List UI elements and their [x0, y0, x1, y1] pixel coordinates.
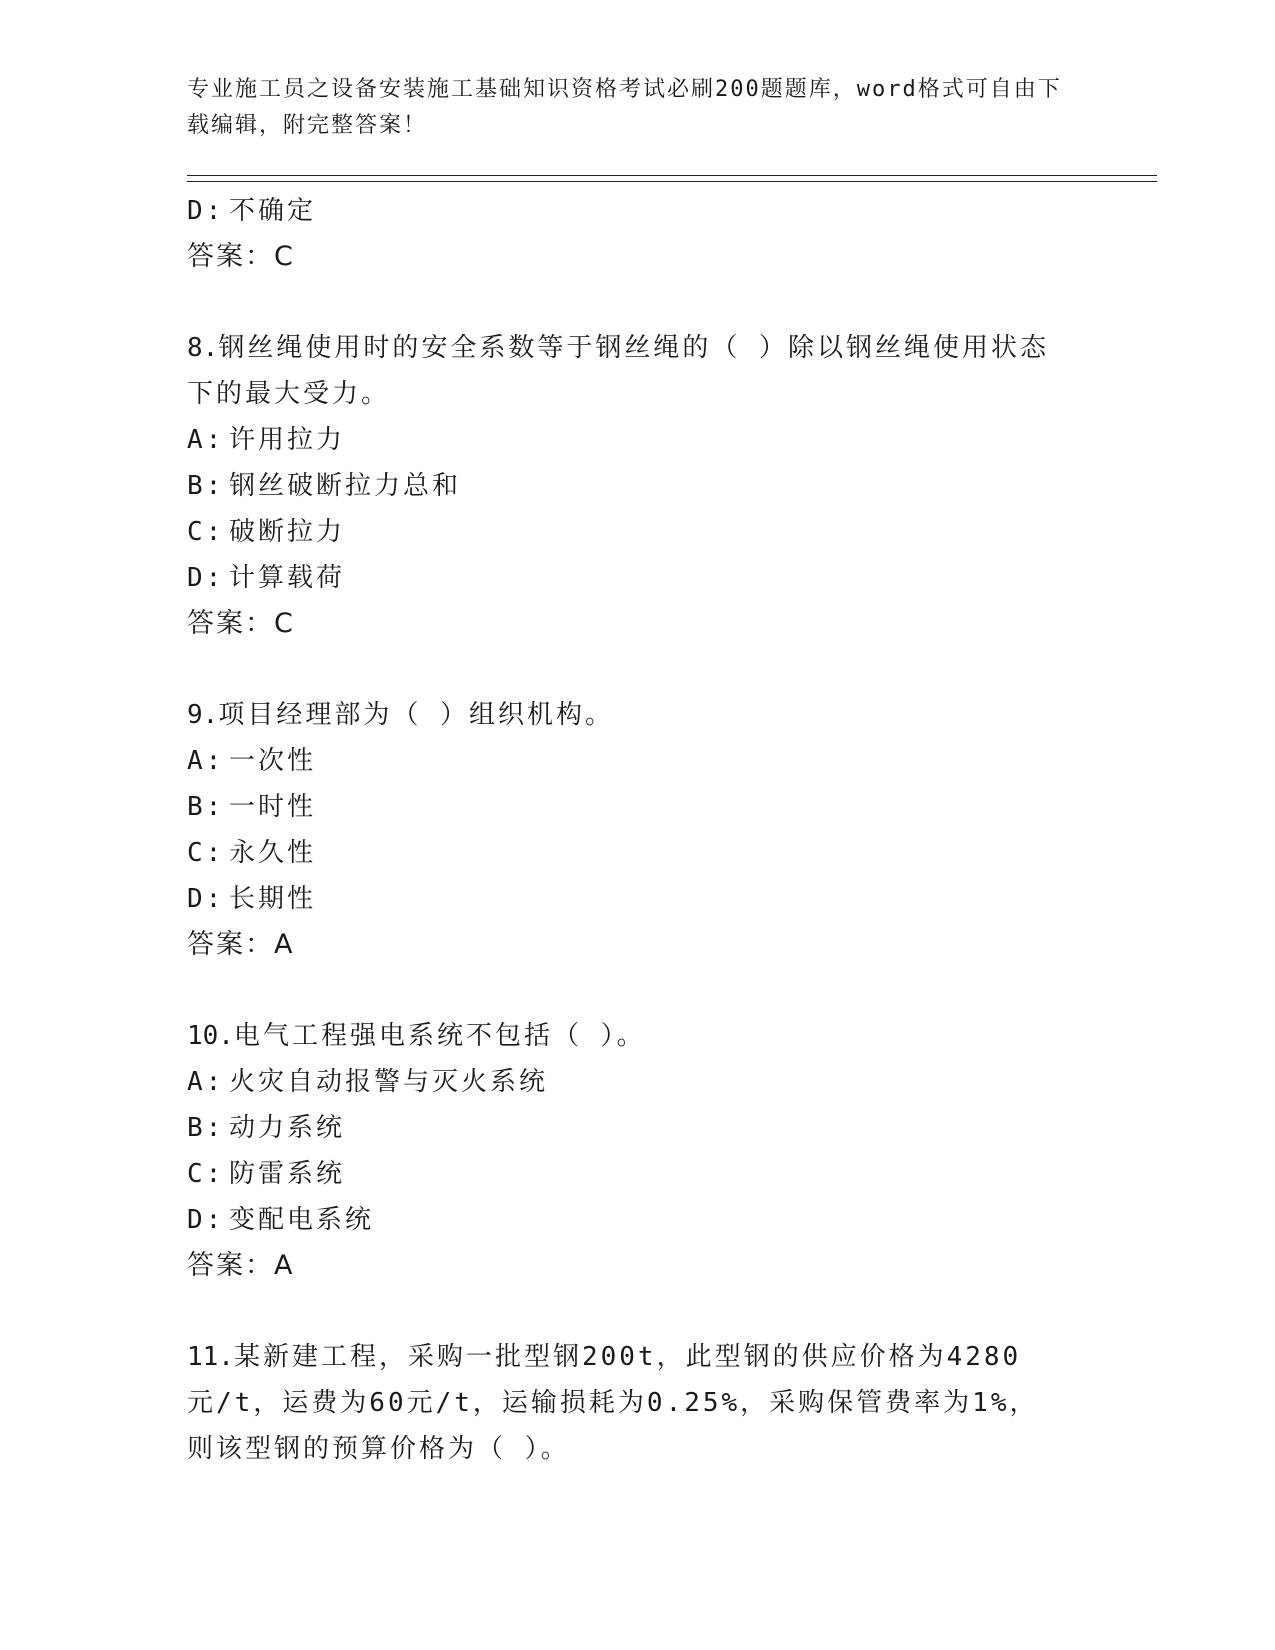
- option-text: 火灾自动报警与灭火系统: [229, 1067, 549, 1097]
- option-d: [187, 188, 1067, 234]
- question-number: 8.: [187, 333, 219, 363]
- option-text: 钢丝破断拉力总和: [229, 471, 462, 501]
- option-b: [187, 784, 1067, 830]
- option-text: 破断拉力: [229, 517, 346, 547]
- option-text: 变配电系统: [229, 1205, 375, 1235]
- answer: 答案：A: [187, 929, 295, 960]
- option-key: A:: [187, 746, 225, 776]
- answer: 答案：C: [187, 608, 295, 639]
- question-8: [187, 325, 1067, 417]
- question-list: [187, 188, 1067, 1472]
- option-c: [187, 1151, 1067, 1197]
- document-header: 专业施工员之设备安装施工基础知识资格考试必刷200题题库，word格式可自由下载编辑，附完整答案！: [187, 77, 1062, 138]
- option-text: 计算载荷: [229, 563, 346, 593]
- option-text: 永久性: [229, 838, 317, 868]
- option-b: [187, 1105, 1067, 1151]
- question-text: 钢丝绳使用时的安全系数等于钢丝绳的（ ）除以钢丝绳使用状态下的最大受力。: [187, 333, 1049, 409]
- option-key: B:: [187, 792, 225, 822]
- option-d: [187, 555, 1067, 601]
- option-text: 动力系统: [229, 1113, 346, 1143]
- option-d: [187, 1197, 1067, 1243]
- option-text: 防雷系统: [229, 1159, 346, 1189]
- option-d: [187, 876, 1067, 922]
- option-key: C:: [187, 1159, 225, 1189]
- option-text: 许用拉力: [229, 425, 346, 455]
- question-number: 11.: [187, 1342, 234, 1372]
- header-rule-top: [187, 175, 1157, 176]
- option-a: [187, 417, 1067, 463]
- option-key: D:: [187, 563, 225, 593]
- option-key: B:: [187, 1113, 225, 1143]
- option-key: A:: [187, 425, 225, 455]
- option-key: C:: [187, 838, 225, 868]
- option-text: 一时性: [229, 792, 317, 822]
- question-text: 项目经理部为（ ）组织机构。: [218, 700, 614, 730]
- question-10: [187, 1013, 1067, 1059]
- option-key: B:: [187, 471, 225, 501]
- option-text: 长期性: [229, 884, 317, 914]
- question-text: 某新建工程，采购一批型钢200t，此型钢的供应价格为4280元/t，运费为60元/t，运输损耗为0.25%，采购保管费率为1%，则该型钢的预算价格为（ ）。: [187, 1342, 1039, 1464]
- option-key: A:: [187, 1067, 225, 1097]
- option-a: [187, 738, 1067, 784]
- option-c: [187, 830, 1067, 876]
- header-rule-bottom: [187, 181, 1157, 182]
- option-b: [187, 463, 1067, 509]
- option-c: [187, 509, 1067, 555]
- answer: 答案：A: [187, 1250, 295, 1281]
- question-number: 10.: [187, 1021, 234, 1051]
- question-number: 9.: [187, 700, 219, 730]
- answer: 答案：C: [187, 241, 295, 272]
- option-key: D:: [187, 196, 225, 226]
- option-key: C:: [187, 517, 225, 547]
- option-key: D:: [187, 884, 225, 914]
- option-key: D:: [187, 1205, 225, 1235]
- option-text: 不确定: [229, 196, 317, 226]
- question-text: 电气工程强电系统不包括（ ）。: [233, 1021, 646, 1051]
- option-a: [187, 1059, 1067, 1105]
- question-11: [187, 1334, 1067, 1472]
- option-text: 一次性: [229, 746, 317, 776]
- question-9: [187, 692, 1067, 738]
